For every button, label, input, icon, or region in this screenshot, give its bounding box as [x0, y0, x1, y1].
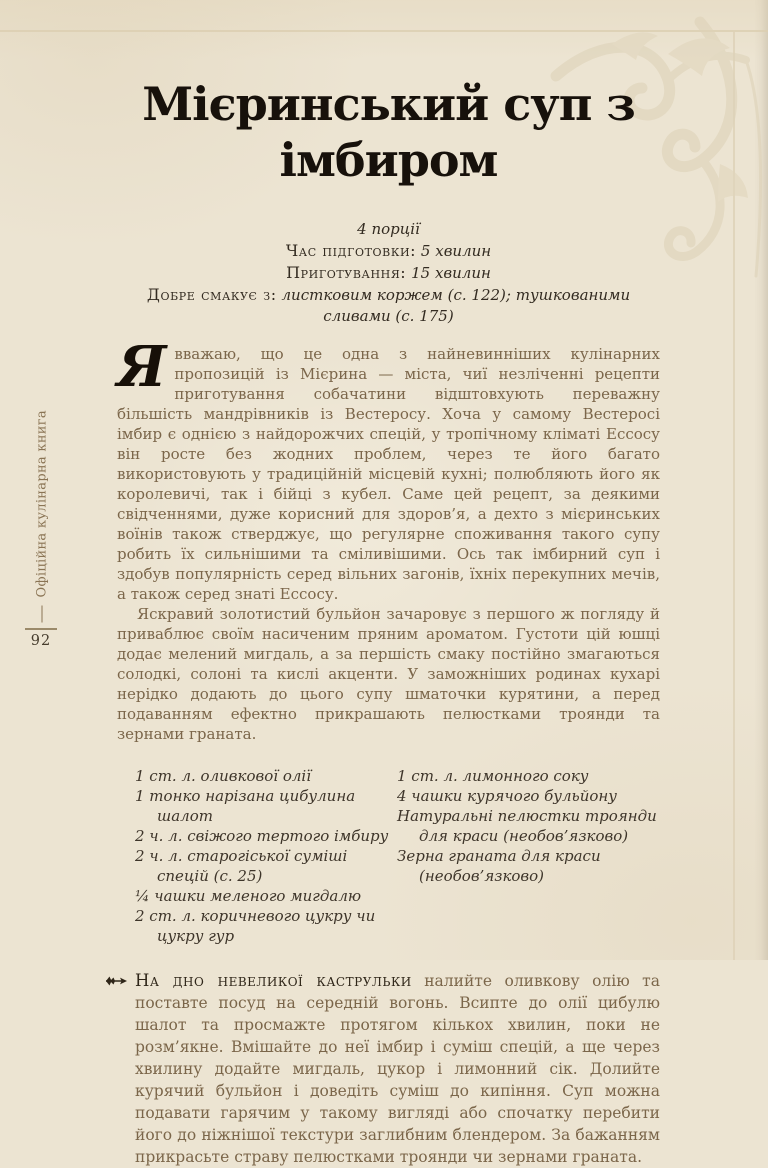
- intro-paragraph-1: [117, 333, 660, 604]
- ingredient-item: 2 ч. л. свіжого тертого імбиру: [135, 826, 389, 845]
- page-number: 92: [30, 632, 52, 649]
- directions-paragraph: [135, 970, 660, 1168]
- ingredient-item: 2 ч. л. старогіської суміші спецій (с. 25): [135, 846, 348, 885]
- recipe-content: [117, 0, 660, 1168]
- pairing-row: [117, 284, 660, 327]
- ingredient-item: 1 ст. л. оливкової олії: [135, 766, 312, 785]
- cook-time-row: [117, 262, 660, 284]
- page-number-rule: [25, 628, 57, 630]
- ingredient-item: 1 ст. л. лимонного соку: [397, 766, 589, 785]
- prep-time-value: 5 хвилин: [420, 241, 492, 260]
- recipe-title: Мієринський суп з імбиром: [142, 77, 635, 187]
- directions-lead-in: На дно невеликої каструльки: [135, 970, 412, 990]
- recipe-meta: [117, 219, 660, 327]
- intro-section: [117, 333, 660, 744]
- spine-title-label: Офіційна кулінарна книга: [34, 410, 50, 598]
- prep-time-label: Час підготовки:: [285, 240, 417, 260]
- ingredients-column-right: [397, 766, 657, 946]
- drop-cap: Я: [117, 333, 167, 400]
- pairing-label: Добре смакує з:: [146, 284, 277, 304]
- ingredient-item: 1 тонко нарізана цибулина шалот: [135, 786, 356, 825]
- ingredient-item: 4 чашки курячого бульйону: [397, 786, 617, 805]
- directions-section: [135, 970, 660, 1168]
- cook-time-value: 15 хвилин: [411, 263, 491, 282]
- folio: [25, 628, 57, 649]
- intro-paragraph-2: Яскравий золотистий бульйон зачаровує з першого ж погляду й приваблює своїм насиченим пряним ароматом. Густоти цій юшці додає мелений мигдаль, а за першість смаку постійно змагаються солодкі, солоні та кислі акценти. У заможніших родинах кухарі нерідко додають до цього супу шматочки курятини, а перед подаванням ефектно прикрашають пелюстками троянди та зернами граната.: [117, 604, 660, 743]
- ingredients-column-left: [135, 766, 397, 946]
- servings: 4 порції: [357, 219, 420, 238]
- cook-time-label: Приготування:: [286, 262, 407, 282]
- directions-text: налийте оливкову олію та поставте посуд на середній вогонь. Всипте до олії цибулю шалот та просмажте протягом кількох хвилин, поки не розм’якне. Вмішайте до неї імбир і суміш спецій, а ще через хвилину додайте мигдаль, цукор і лимонний сік. Долийте курячий бульйон і доведіть суміш до кипіння. Суп можна подавати гарячим у такому вигляді або спочатку перебити його до ніжнішої текстури заглибним блендером. За бажанням прикрасьте страву пелюстками троянди чи зернами граната.: [135, 971, 660, 1166]
- pairing-value: листковим коржем (с. 122); тушкованими сливами (с. 175): [281, 285, 631, 325]
- spine-rule: [41, 606, 43, 623]
- ingredient-item: 2 ст. л. коричневого цукру чи цукру гур: [135, 906, 376, 945]
- intro-paragraph-1-text: вважаю, що це одна з найневинніших кулінарних пропозицій із Мієрина — міста, чиї незліченні рецепти приготування собачатини відштовхують переважну більшість мандрівників із Вестеросу. Хоча у самому Вестеросі імбир є однією з найдорожчих спецій, у тропічному кліматі Ессосу він росте без жодних проблем, через те його багато використовують у традиційній місцевій кухні; полюбляють його як королевичі, так і бійці з кубел. Саме цей рецепт, за деякими свідченнями, дуже корисний для здоров’я, а дехто з мієринських воїнів також стверджує, що регулярне споживання такого супу робить їх сильнішими та сміливішими. Ось так імбирний суп і здобув популярність серед вільних загонів, їхніх перекупних мечів, а також серед знаті Ессосу.: [117, 344, 660, 603]
- ingredient-item: Натуральні пелюстки троянди для краси (необов’язково): [397, 806, 657, 845]
- ingredient-item: Зерна граната для краси (необов’язково): [397, 846, 601, 885]
- spine-title: [34, 410, 51, 623]
- arrow-icon: [105, 974, 127, 988]
- prep-time-row: [117, 240, 660, 262]
- ingredients-section: [117, 766, 660, 946]
- ingredient-item: ¼ чашки меленого мигдалю: [135, 886, 362, 905]
